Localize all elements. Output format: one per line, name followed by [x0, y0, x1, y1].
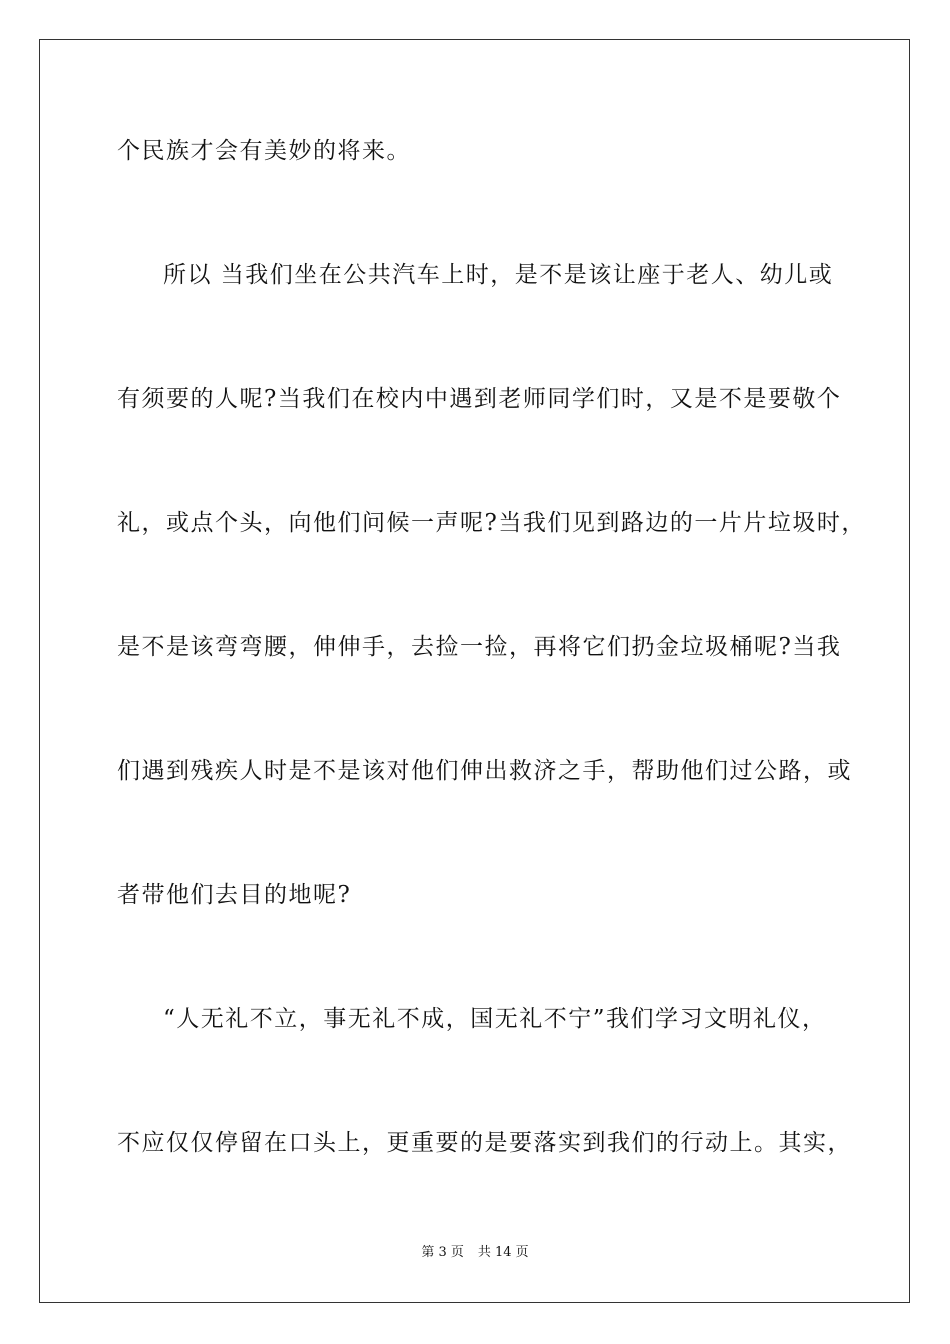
text-line-2: 所以 当我们坐在公共汽车上时，是不是该让座于老人、幼儿或	[163, 262, 834, 288]
text-line-7: 者带他们去目的地呢?	[117, 882, 352, 908]
text-line-8: “人无礼不立，事无礼不成，国无礼不宁”我们学习文明礼仪，	[163, 1006, 827, 1032]
page-number: 第 3 页	[421, 1245, 464, 1260]
text-line-9: 不应仅仅停留在口头上，更重要的是要落实到我们的行动上。其实，	[117, 1130, 852, 1156]
page-total: 共 14 页	[477, 1245, 529, 1260]
page-border	[39, 39, 910, 1303]
text-line-3: 有须要的人呢?当我们在校内中遇到老师同学们时，又是不是要敬个	[117, 386, 842, 412]
text-line-6: 们遇到残疾人时是不是该对他们伸出救济之手，帮助他们过公路，或	[117, 758, 852, 784]
text-line-4: 礼，或点个头，向他们问候一声呢?当我们见到路边的一片片垃圾时，	[117, 510, 866, 536]
page-footer	[0, 1245, 950, 1261]
text-line-5: 是不是该弯弯腰，伸伸手，去捡一捡，再将它们扔金垃圾桶呢?当我	[117, 634, 842, 660]
text-line-1: 个民族才会有美妙的将来。	[117, 138, 411, 164]
